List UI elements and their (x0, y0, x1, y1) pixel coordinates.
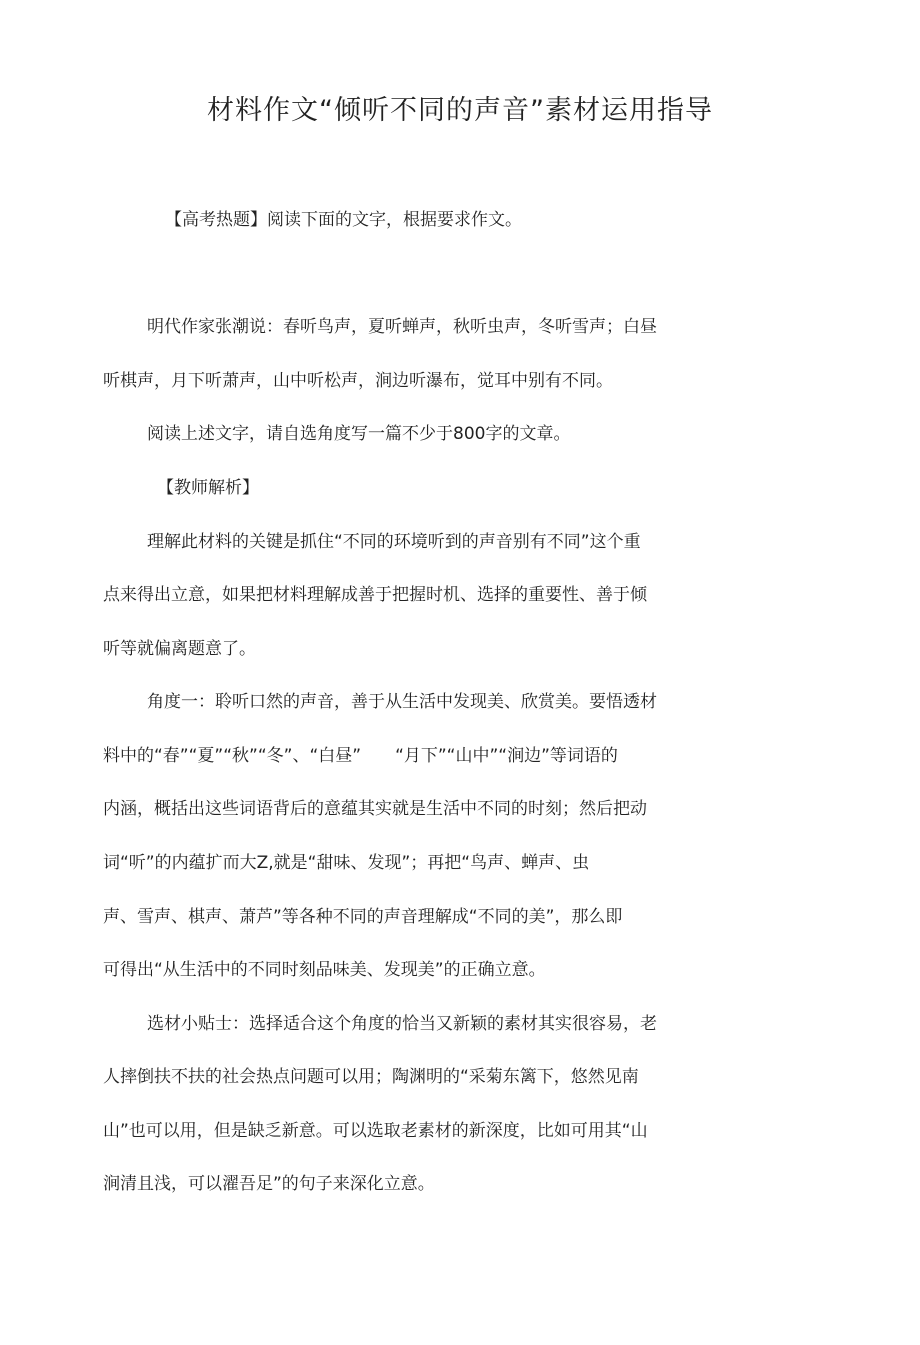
text-line: 听棋声，月下听萧声，山中听松声，涧边听瀑布，觉耳中别有不同。 (103, 371, 613, 391)
text-line: 【高考热题】阅读下面的文字，根据要求作文。 (165, 210, 522, 230)
document-title: 材料作文“倾听不同的声音”素材运用指导 (207, 95, 713, 126)
text-line: 词“听”的内蕴扩而大Z,就是“甜味、发现”；再把“鸟声、蝉声、虫 (103, 853, 590, 873)
text-line: 理解此材料的关键是抓住“不同的环境听到的声音别有不同”这个重 (147, 532, 641, 552)
text-line: 内涵，概括出这些词语背后的意蕴其实就是生活中不同的时刻；然后把动 (103, 799, 647, 819)
text-line: 人摔倒扶不扶的社会热点问题可以用；陶渊明的“采菊东篱下，悠然见南 (103, 1067, 639, 1087)
text-line: 可得出“从生活中的不同时刻品味美、发现美”的正确立意。 (103, 960, 546, 980)
text-line: 听等就偏离题意了。 (103, 639, 256, 659)
text-line: 角度一：聆听口然的声音，善于从生活中发现美、欣赏美。要悟透材 (147, 692, 657, 712)
text-line: 料中的“春”“夏”“秋”“冬”、“白昼” “月下”“山中”“涧边”等词语的 (103, 746, 618, 766)
text-line: 选材小贴士：选择适合这个角度的恰当又新颖的素材其实很容易，老 (147, 1014, 657, 1034)
text-line: 点来得出立意，如果把材料理解成善于把握时机、选择的重要性、善于倾 (103, 585, 647, 605)
text-line: 【教师解析】 (157, 478, 259, 498)
text-line: 阅读上述文字，请自选角度写一篇不少于800字的文章。 (147, 424, 571, 444)
text-line: 山”也可以用，但是缺乏新意。可以选取老素材的新深度，比如可用其“山 (103, 1121, 648, 1141)
text-line: 涧清且浅，可以濯吾足”的句子来深化立意。 (103, 1174, 435, 1194)
text-line: 明代作家张潮说：春听鸟声，夏听蝉声，秋听虫声，冬听雪声；白昼 (147, 317, 657, 337)
text-line: 声、雪声、棋声、萧芦”等各种不同的声音理解成“不同的美”，那么即 (103, 907, 623, 927)
